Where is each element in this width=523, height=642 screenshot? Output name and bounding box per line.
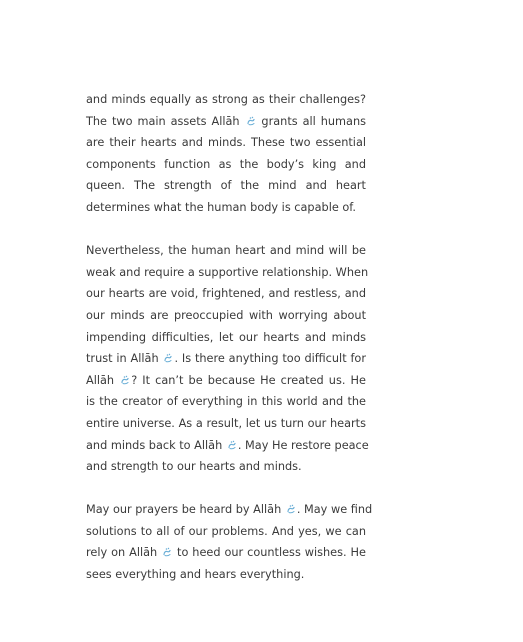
page-content <box>86 89 373 586</box>
text-line <box>86 154 366 176</box>
text-segment: . May we find <box>296 503 373 517</box>
text-line <box>86 370 366 392</box>
text-line <box>86 132 366 154</box>
text-segment: grants all humans <box>256 114 366 128</box>
text-segment: components function as the body’s king and <box>86 157 366 171</box>
text-segment: weak and require a supportive relationship. When <box>86 265 369 279</box>
honorific-icon <box>286 500 296 510</box>
text-segment: queen. The strength of the mind and heart <box>86 179 366 193</box>
text-line <box>86 564 366 586</box>
text-line <box>86 521 366 543</box>
honorific-icon <box>163 349 173 359</box>
text-segment: is the creator of everything in this world and the <box>86 395 366 409</box>
honorific-icon <box>227 436 237 446</box>
text-line <box>86 391 366 413</box>
text-line <box>86 111 366 133</box>
text-line <box>86 175 366 197</box>
text-segment: . May He restore peace <box>237 438 369 452</box>
text-line <box>86 542 366 564</box>
text-segment: . Is there anything too difficult for <box>174 352 366 366</box>
text-segment: The two main assets Allāh <box>86 114 245 128</box>
text-segment: to heed our countless wishes. He <box>173 546 366 560</box>
text-line <box>86 283 366 305</box>
honorific-icon <box>246 112 256 122</box>
text-segment: ? It can’t be because He created us. He <box>131 373 366 387</box>
text-segment: solutions to all of our problems. And yes, we can <box>86 524 366 538</box>
text-line <box>86 305 366 327</box>
text-line <box>86 435 369 457</box>
text-line <box>86 456 366 478</box>
text-line <box>86 348 366 370</box>
honorific-icon <box>120 371 130 381</box>
text-segment: are their hearts and minds. These two essential <box>86 136 366 150</box>
text-segment: our hearts are void, frightened, and restless, and <box>86 287 366 301</box>
text-segment: and strength to our hearts and minds. <box>86 460 302 474</box>
text-segment: determines what the human body is capable of. <box>86 200 357 214</box>
text-line <box>86 89 366 111</box>
text-segment: Nevertheless, the human heart and mind will be <box>86 244 366 258</box>
text-line <box>86 413 366 435</box>
text-segment: our minds are preoccupied with worrying about <box>86 308 366 322</box>
text-line <box>86 499 373 521</box>
honorific-icon <box>162 543 172 553</box>
paragraph-2 <box>86 240 369 478</box>
text-segment: trust in Allāh <box>86 352 163 366</box>
text-line <box>86 197 366 219</box>
text-segment: rely on Allāh <box>86 546 162 560</box>
text-segment: impending difficulties, let our hearts and minds <box>86 330 366 344</box>
text-segment: sees everything and hears everything. <box>86 568 305 582</box>
paragraph-1 <box>86 89 366 219</box>
text-segment: Allāh <box>86 373 120 387</box>
text-segment: May our prayers be heard by Allāh <box>86 503 285 517</box>
text-segment: and minds equally as strong as their challenges? <box>86 93 366 106</box>
text-line <box>86 262 369 284</box>
text-segment: and minds back to Allāh <box>86 438 226 452</box>
paragraph-3 <box>86 499 373 585</box>
text-line <box>86 240 366 262</box>
text-segment: entire universe. As a result, let us turn our hearts <box>86 416 366 430</box>
text-line <box>86 327 366 349</box>
